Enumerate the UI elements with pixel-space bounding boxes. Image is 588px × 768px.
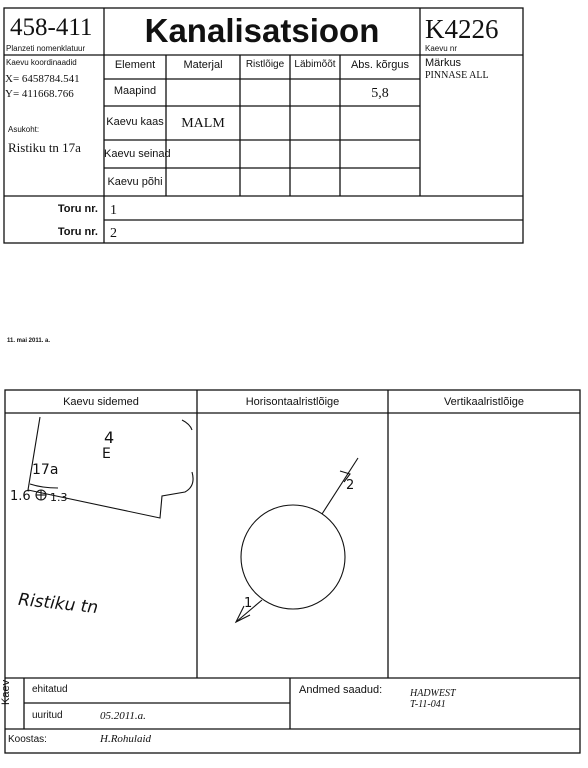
notes-value: PINNASE ALL bbox=[425, 70, 489, 81]
compiled-label: Koostas: bbox=[8, 734, 47, 745]
arrow-label-2: 2 bbox=[346, 478, 355, 493]
well-id-caption: Kaevu nr bbox=[425, 44, 458, 53]
location-value: Ristiku tn 17a bbox=[8, 140, 81, 155]
surveyed-value: 05.2011.a. bbox=[100, 710, 146, 722]
col-materjal: Materjal bbox=[183, 59, 223, 71]
sketch-east-mark: E bbox=[102, 446, 111, 462]
source-value-2: T-11-041 bbox=[410, 699, 446, 710]
compiled-value: H.Rohulaid bbox=[100, 733, 152, 745]
panel-title-horisontaal: Horisontaalristlõige bbox=[245, 396, 340, 408]
row-element-label: Kaevu seinad bbox=[104, 148, 171, 160]
notes-label: Märkus bbox=[425, 57, 462, 69]
col-ristloige: Ristlõige bbox=[245, 59, 285, 70]
well-id: K4226 bbox=[425, 14, 499, 44]
sheet-number: 458-411 bbox=[10, 14, 93, 41]
surveyed-label: uuritud bbox=[32, 710, 63, 721]
pipe-value: 1 bbox=[110, 203, 117, 218]
pipe-label: Toru nr. bbox=[57, 203, 98, 215]
pipe-value: 2 bbox=[110, 226, 117, 241]
col-abs-korgus: Abs. kõrgus bbox=[350, 59, 410, 71]
date-stamp: 11. mai 2011. a. bbox=[7, 338, 51, 344]
sketch-right-value: 1.3 bbox=[50, 491, 68, 504]
location-label: Asukoht: bbox=[8, 125, 40, 134]
pipe-label: Toru nr. bbox=[57, 226, 98, 238]
sketch-house-number: 17a bbox=[32, 462, 59, 478]
sketch-street-label: Ristiku tn bbox=[17, 589, 100, 619]
page-title: Kanalisatsioon bbox=[144, 12, 380, 49]
footer-side-label: Kaev bbox=[0, 679, 12, 705]
panel-title-sidemed: Kaevu sidemed bbox=[63, 396, 139, 408]
coords-label: Kaevu koordinaadid bbox=[6, 58, 77, 67]
source-label: Andmed saadud: bbox=[299, 684, 383, 696]
sketch-number-top: 4 bbox=[104, 428, 115, 447]
sketch-left-value: 1.6 bbox=[10, 489, 31, 504]
row-element-label: Kaevu kaas bbox=[106, 116, 164, 128]
coord-x: X= 6458784.541 bbox=[5, 73, 80, 85]
built-label: ehitatud bbox=[32, 684, 68, 695]
panel-title-vertikaal: Vertikaalristlõige bbox=[443, 396, 525, 408]
coord-y: Y= 411668.766 bbox=[5, 88, 74, 100]
sheet-number-caption: Planzeti nomenklatuur bbox=[6, 44, 86, 53]
arrow-label-1: 1 bbox=[244, 596, 253, 611]
row-materjal-value: MALM bbox=[181, 116, 225, 131]
row-element-label: Maapind bbox=[113, 85, 157, 97]
row-element-label: Kaevu põhi bbox=[107, 176, 163, 188]
source-value-1: HADWEST bbox=[410, 688, 456, 699]
col-element: Element bbox=[114, 59, 156, 71]
row-abs-value: 5,8 bbox=[371, 86, 389, 101]
col-labimoot: Läbimõõt bbox=[294, 59, 336, 70]
sketch-linework bbox=[28, 417, 358, 622]
